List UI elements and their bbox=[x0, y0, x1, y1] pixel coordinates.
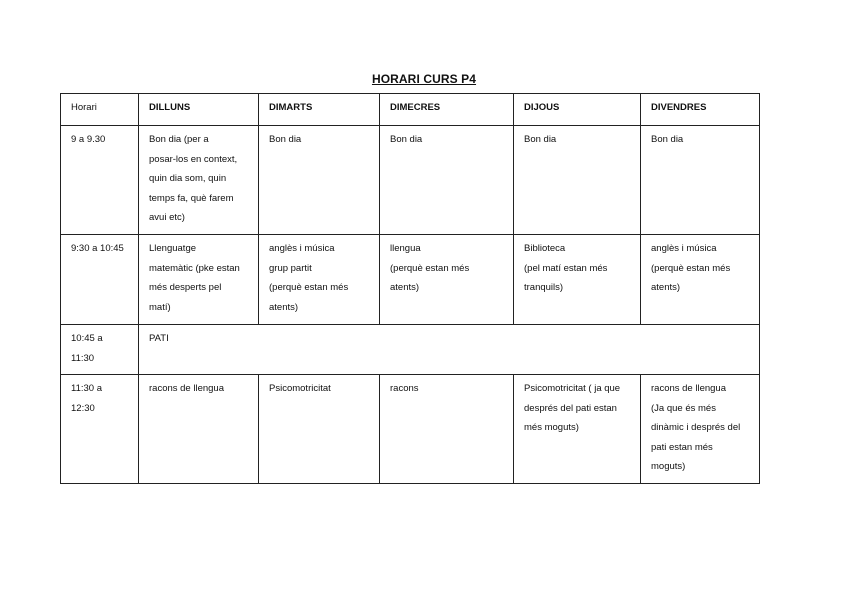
table-row bbox=[61, 126, 760, 235]
schedule-cell: Llenguatge matemàtic (pke estan més desperts pel matí) bbox=[139, 235, 259, 325]
schedule-cell: Bon dia bbox=[380, 126, 514, 235]
header-dimarts: DIMARTS bbox=[259, 94, 380, 126]
table-row bbox=[61, 325, 760, 375]
schedule-cell: Psicomotricitat bbox=[259, 375, 380, 484]
header-dimecres: DIMECRES bbox=[380, 94, 514, 126]
time-cell: 9 a 9.30 bbox=[61, 126, 139, 235]
time-cell: 10:45 a 11:30 bbox=[61, 325, 139, 375]
header-horari: Horari bbox=[61, 94, 139, 126]
header-divendres: DIVENDRES bbox=[641, 94, 760, 126]
schedule-cell: racons bbox=[380, 375, 514, 484]
header-dilluns: DILLUNS bbox=[139, 94, 259, 126]
schedule-cell: Psicomotricitat ( ja que després del pati estan més moguts) bbox=[514, 375, 641, 484]
document-title: HORARI CURS P4 bbox=[371, 72, 477, 86]
schedule-cell: racons de llengua bbox=[139, 375, 259, 484]
schedule-cell: Biblioteca (pel matí estan més tranquils) bbox=[514, 235, 641, 325]
time-cell: 9:30 a 10:45 bbox=[61, 235, 139, 325]
schedule-cell: Bon dia (per a posar-los en context, quin dia som, quin temps fa, què farem avui etc) bbox=[139, 126, 259, 235]
table-header-row bbox=[61, 94, 760, 126]
schedule-cell: Bon dia bbox=[514, 126, 641, 235]
time-cell: 11:30 a 12:30 bbox=[61, 375, 139, 484]
schedule-cell: racons de llengua (Ja que és més dinàmic i després del pati estan més moguts) bbox=[641, 375, 760, 484]
schedule-table bbox=[60, 93, 760, 484]
schedule-cell: anglès i música (perquè estan més atents) bbox=[641, 235, 760, 325]
schedule-cell: Bon dia bbox=[259, 126, 380, 235]
header-dijous: DIJOUS bbox=[514, 94, 641, 126]
schedule-cell: anglès i música grup partit (perquè estan més atents) bbox=[259, 235, 380, 325]
table-row bbox=[61, 235, 760, 325]
schedule-cell: Bon dia bbox=[641, 126, 760, 235]
table-row bbox=[61, 375, 760, 484]
pati-cell: PATI bbox=[139, 325, 760, 375]
schedule-cell: llengua (perquè estan més atents) bbox=[380, 235, 514, 325]
